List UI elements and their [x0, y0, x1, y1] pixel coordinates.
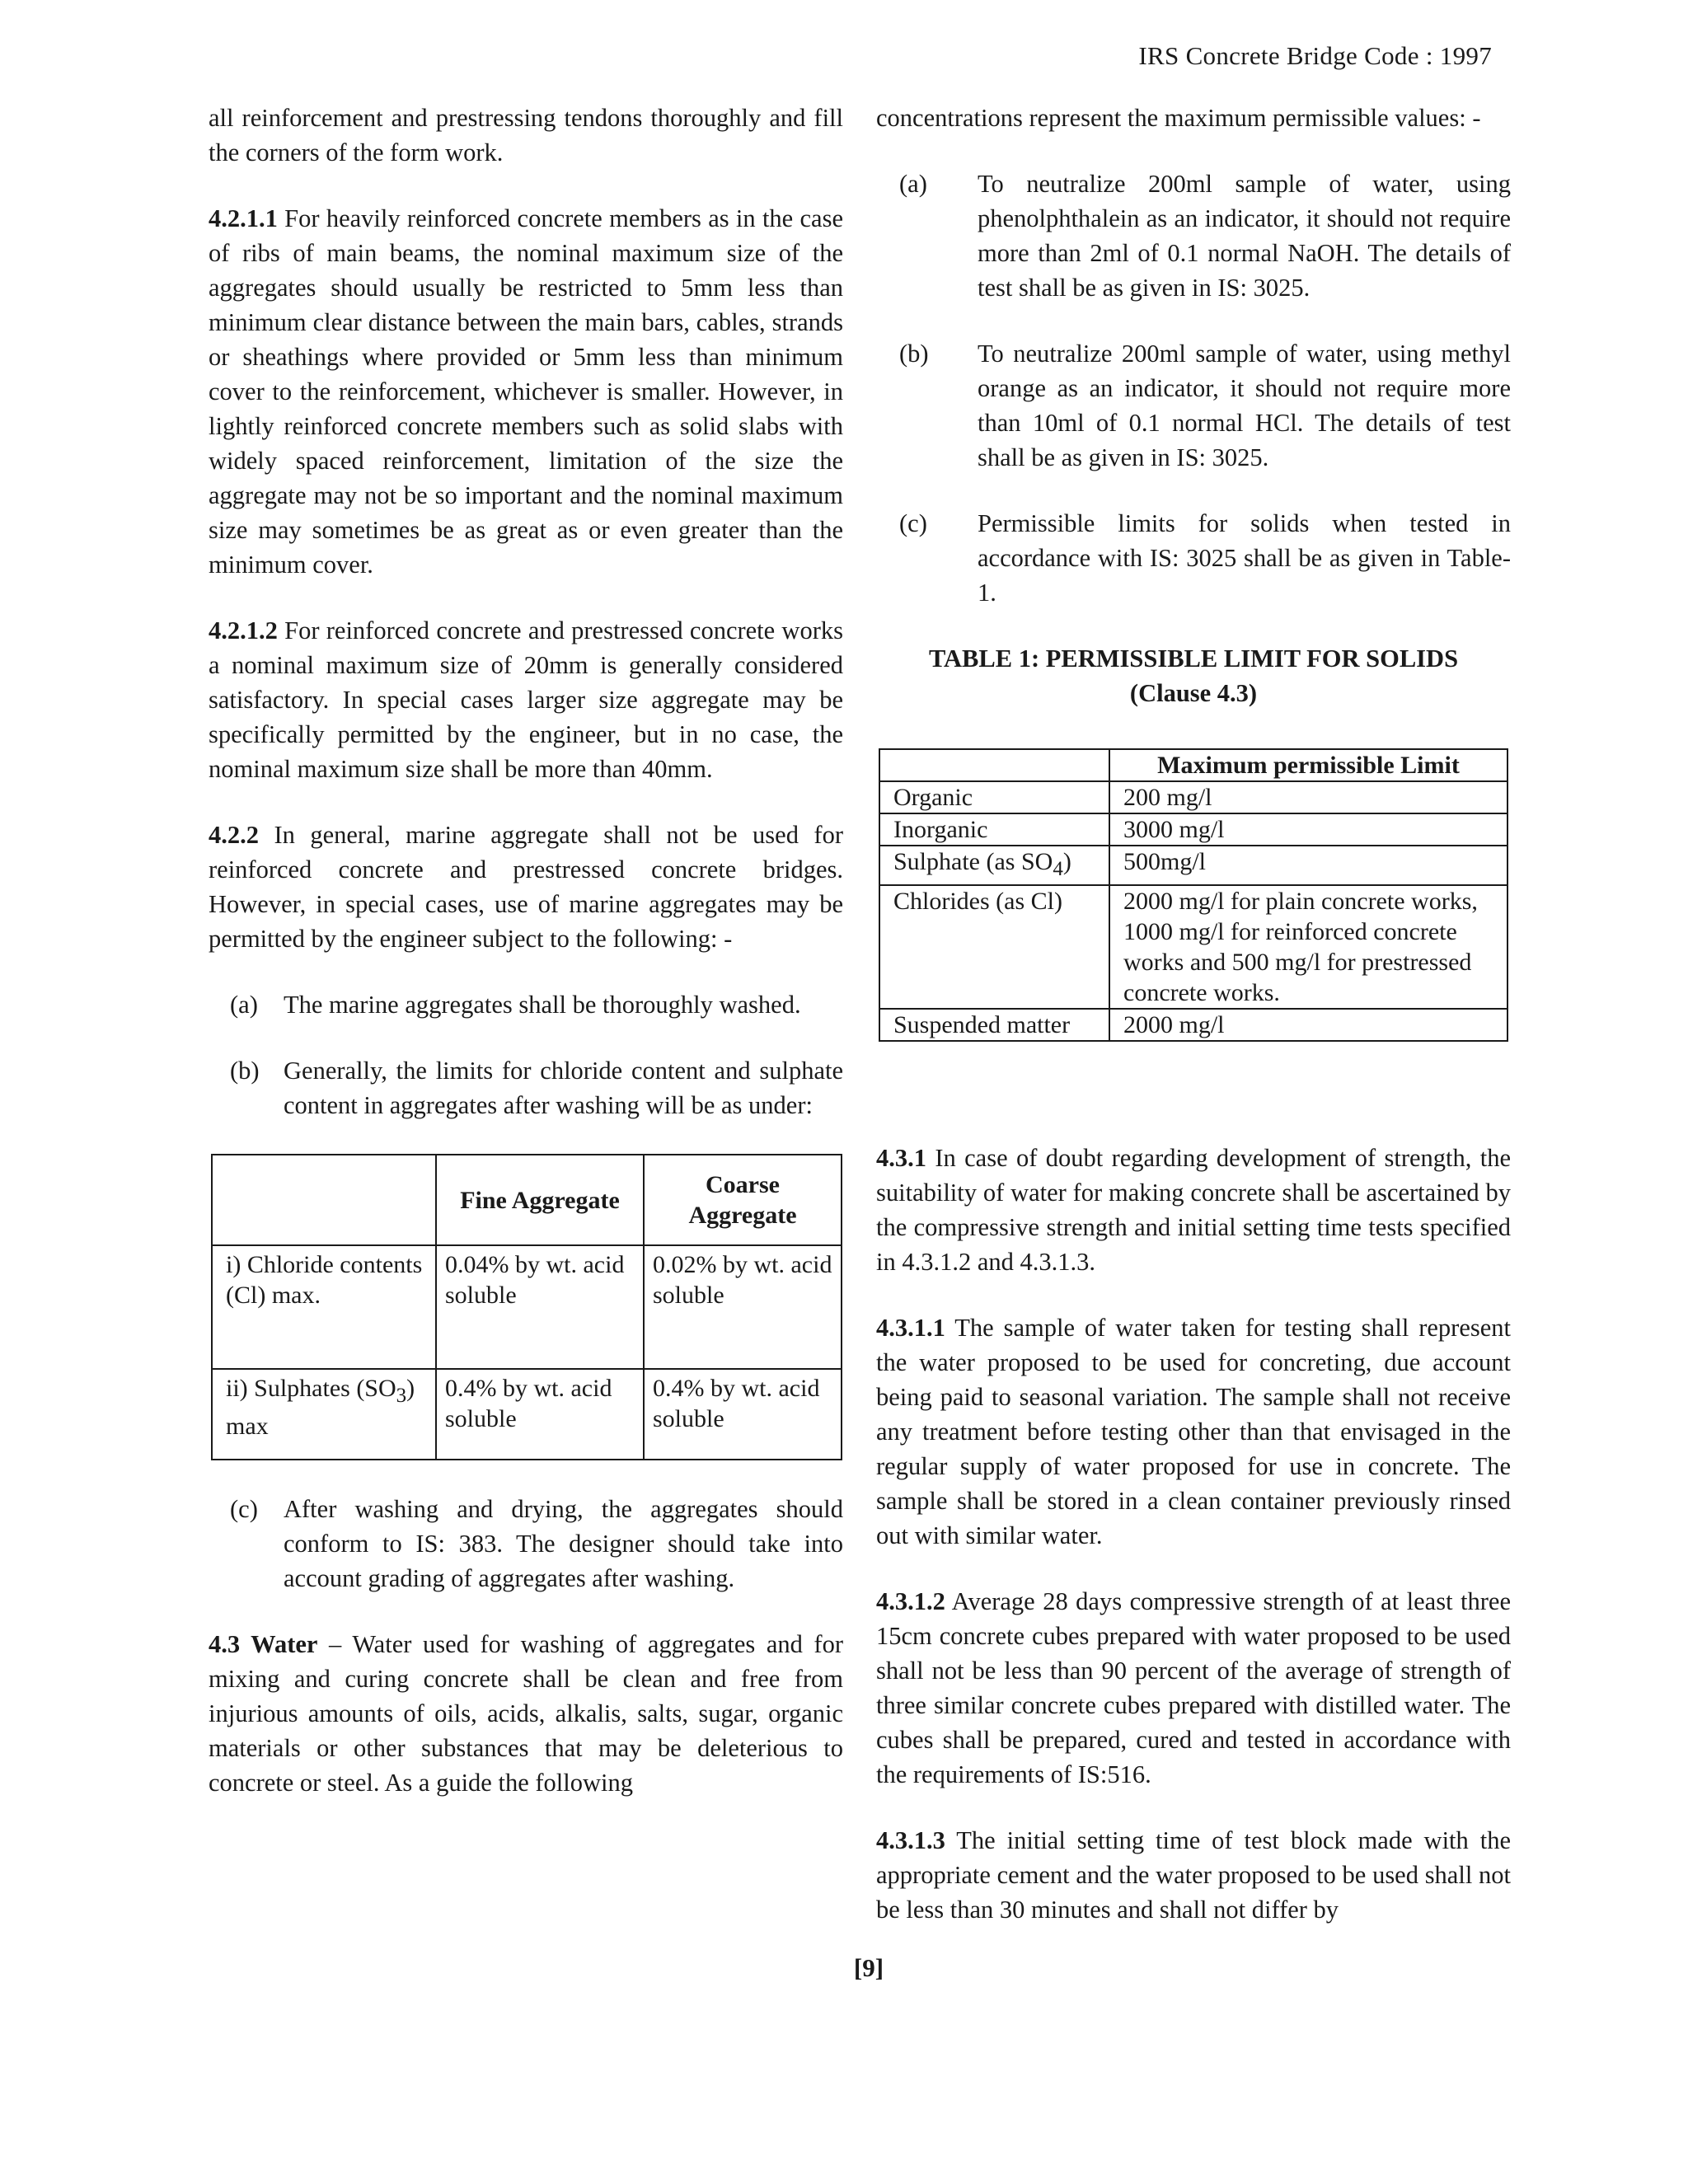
table-row — [879, 885, 1507, 1009]
solids-limit-table — [879, 748, 1508, 1042]
clause-text: In case of doubt regarding development of strength, the suitability of water for making concrete shall be ascertained by the compressive strength and initial setting time tests specified in 4.3.1.2 and 4.3.1.3. — [876, 1144, 1511, 1276]
list-label: (c) — [899, 509, 927, 537]
aggregate-limits-table — [211, 1154, 842, 1460]
list-label: (a) — [230, 991, 258, 1019]
clause-number: 4.3.1.3 — [876, 1826, 945, 1854]
table1-clause: (Clause 4.3) — [1129, 679, 1258, 707]
list-item-c — [876, 506, 1511, 610]
clause-text: – Water used for washing of aggregates and for mixing and curing concrete shall be clean and free from injurious amounts of oils, acids, alkalis, salts, sugar, organic materials or other substances that may be deleterious to concrete or steel. As a guide the following — [209, 1630, 843, 1797]
table-cell-label: ii) Sulphates $(SO_3)$ max — [212, 1369, 436, 1460]
list-text: Permissible limits for solids when tested in accordance with IS: 3025 shall be as given in Table-1. — [978, 509, 1511, 607]
table-row — [879, 813, 1507, 846]
list-label: (b) — [899, 340, 929, 368]
table-header-limit: Maximum permissible Limit — [1109, 749, 1507, 781]
table-cell-name: Suspended matter — [879, 1009, 1109, 1041]
clause-4-3-1-3 — [876, 1823, 1511, 1927]
table-header-coarse: Coarse Aggregate — [644, 1155, 842, 1245]
clause-text: Average 28 days compressive strength of at least three 15cm concrete cubes prepared with water proposed to be used shall not be less than 90 percent of the average of strength of three similar concrete cubes prepared with distilled water. The cubes shall be prepared, cured and tested in accordance with the requirements of IS:516. — [876, 1587, 1511, 1788]
list-item-a — [876, 166, 1511, 305]
clause-text: The sample of water taken for testing shall represent the water proposed to be used for concreting, due account being paid to seasonal variation. The sample shall not receive any treatment before testing other than that envisaged in the regular supply of water proposed for use in concrete. The sample shall be stored in a clean container previously rinsed out with similar water. — [876, 1314, 1511, 1549]
table-cell-name: Chlorides (as Cl) — [879, 885, 1109, 1009]
table-header-fine: Fine Aggregate — [436, 1155, 644, 1245]
table-header-empty — [879, 749, 1109, 781]
table-row — [879, 781, 1507, 813]
left-column — [209, 101, 843, 1800]
table-row — [212, 1245, 842, 1369]
list-label: (c) — [230, 1495, 258, 1523]
clause-number: 4.3.1.2 — [876, 1587, 945, 1615]
clause-number: 4.3.1.1 — [876, 1314, 945, 1342]
clause-4-2-1-1 — [209, 201, 843, 582]
clause-number: 4.2.2 — [209, 821, 259, 849]
list-label: (a) — [899, 170, 927, 198]
list-text: Generally, the limits for chloride content and sulphate content in aggregates after washing will be as under: — [284, 1057, 843, 1119]
table-header-row — [212, 1155, 842, 1245]
clause-number: 4.2.1.2 — [209, 616, 278, 644]
table-cell-value: 200 mg/l — [1109, 781, 1507, 813]
clause-4-3-water — [209, 1627, 843, 1800]
clause-4-3-1 — [876, 1141, 1511, 1279]
list-text: To neutralize 200ml sample of water, using phenolphthalein as an indicator, it should not require more than 2ml of 0.1 normal NaOH. The details of test shall be as given in IS: 3025. — [978, 170, 1511, 302]
clause-4-3-1-2 — [876, 1584, 1511, 1792]
list-item-b — [876, 336, 1511, 475]
table-cell-coarse: 0.02% by wt. acid soluble — [644, 1245, 842, 1369]
table-cell-name: Sulphate (as $SO_4$) — [879, 846, 1109, 885]
right-column — [876, 101, 1511, 1927]
running-header: IRS Concrete Bridge Code : 1997 — [1138, 41, 1492, 70]
table-cell-coarse: 0.4% by wt. acid soluble — [644, 1369, 842, 1460]
table-header-empty — [212, 1155, 436, 1245]
table-cell-value: 2000 mg/l — [1109, 1009, 1507, 1041]
table-cell-value: 500mg/l — [1109, 846, 1507, 885]
table-header-row — [879, 749, 1507, 781]
table-row — [879, 1009, 1507, 1041]
table-row — [879, 846, 1507, 885]
left-intro-paragraph: all reinforcement and prestressing tendons thoroughly and fill the corners of the form work. — [209, 104, 843, 166]
list-item-b — [209, 1053, 843, 1122]
clause-text: The initial setting time of test block made with the appropriate cement and the water proposed to be used shall not be less than 30 minutes and shall not differ by — [876, 1826, 1511, 1924]
clause-number: 4.3 Water — [209, 1630, 318, 1658]
table1-title: TABLE 1: PERMISSIBLE LIMIT FOR SOLIDS — [928, 644, 1459, 673]
clause-4-3-1-1 — [876, 1310, 1511, 1553]
clause-text: For heavily reinforced concrete members as in the case of ribs of main beams, the nominal maximum size of the aggregates should usually be restricted to 5mm less than minimum clear distance between the main bars, cables, strands or sheathings where provided or 5mm less than minimum cover to the reinforcement, whichever is smaller. However, in lightly reinforced concrete members such as solid slabs with widely spaced reinforcement, limitation of the size the aggregate may not be so important and the nominal maximum size may sometimes be as great as or even greater than the minimum cover. — [209, 204, 843, 579]
table-cell-label: i) Chloride contents (Cl) max. — [212, 1245, 436, 1369]
clause-number: 4.3.1 — [876, 1144, 926, 1172]
page-number: [9] — [853, 1953, 884, 1982]
table-cell-fine: 0.4% by wt. acid soluble — [436, 1369, 644, 1460]
table-cell-name: Organic — [879, 781, 1109, 813]
right-intro-paragraph: concentrations represent the maximum permissible values: - — [876, 104, 1481, 132]
table-cell-name: Inorganic — [879, 813, 1109, 846]
list-text: The marine aggregates shall be thoroughly washed. — [284, 991, 801, 1019]
table-row — [212, 1369, 842, 1460]
table-cell-fine: 0.04% by wt. acid soluble — [436, 1245, 644, 1369]
clause-text: For reinforced concrete and prestressed concrete works a nominal maximum size of 20mm is generally considered satisfactory. In special cases larger size aggregate may be specifically permitted by the engineer, but in no case, the nominal maximum size shall be more than 40mm. — [209, 616, 843, 783]
table-cell-value: 3000 mg/l — [1109, 813, 1507, 846]
clause-4-2-2 — [209, 818, 843, 956]
list-item-a — [209, 987, 843, 1022]
clause-4-2-1-2 — [209, 613, 843, 786]
table-cell-value: 2000 mg/l for plain concrete works, 1000 mg/l for reinforced concrete works and 500 mg/l for prestressed concrete works. — [1109, 885, 1507, 1009]
list-label: (b) — [230, 1057, 260, 1085]
list-item-c — [209, 1492, 843, 1596]
list-text: After washing and drying, the aggregates should conform to IS: 383. The designer should take into account grading of aggregates after washing. — [284, 1495, 843, 1592]
clause-text: In general, marine aggregate shall not be used for reinforced concrete and prestressed concrete bridges. However, in special cases, use of marine aggregates may be permitted by the engineer subject to the following: - — [209, 821, 843, 953]
clause-number: 4.2.1.1 — [209, 204, 278, 232]
list-text: To neutralize 200ml sample of water, using methyl orange as an indicator, it should not require more than 10ml of 0.1 normal HCl. The details of test shall be as given in IS: 3025. — [978, 340, 1511, 471]
